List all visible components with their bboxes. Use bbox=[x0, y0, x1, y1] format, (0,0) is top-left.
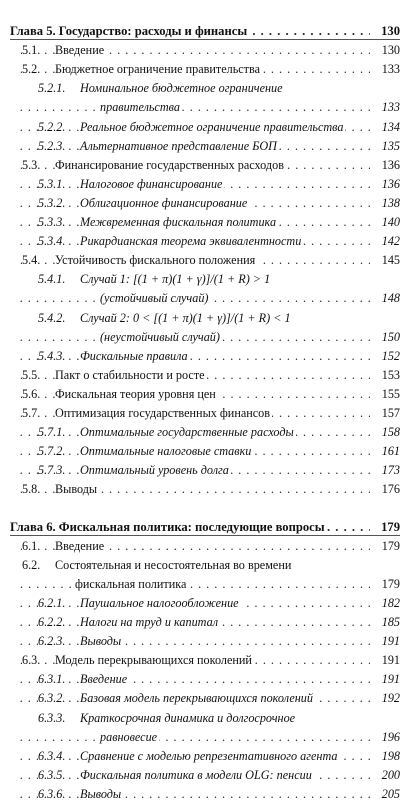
page-number: 179 bbox=[370, 518, 400, 537]
section-number: 6.3.1. bbox=[38, 670, 67, 689]
section-title: Рикардианская теорема эквивалентности bbox=[80, 232, 303, 251]
toc-subsection-entry[interactable] bbox=[0, 670, 412, 689]
section-title: Введение bbox=[55, 537, 106, 556]
toc-section-entry[interactable] bbox=[0, 404, 412, 423]
section-number: 5.6. bbox=[22, 385, 42, 404]
section-number: 5.2. bbox=[22, 60, 42, 79]
toc-subsection-entry[interactable] bbox=[0, 709, 412, 728]
section-number: 5.2.1. bbox=[38, 79, 67, 98]
section-title-continuation: (неустойчивый случай) bbox=[100, 328, 222, 347]
page-number: 191 bbox=[370, 651, 400, 670]
section-title: Реальное бюджетное ограничение правительства bbox=[80, 118, 345, 137]
section-title: Фискальная политика в модели OLG: пенсии bbox=[80, 766, 314, 785]
section-title: Облигационное финансирование bbox=[80, 194, 249, 213]
chapter-divider bbox=[10, 39, 400, 40]
toc-subsection-entry[interactable] bbox=[0, 689, 412, 708]
section-number: 6.2.1. bbox=[38, 594, 67, 613]
page-number: 138 bbox=[370, 194, 400, 213]
section-title: Выводы bbox=[55, 480, 99, 499]
section-number: 5.4.2. bbox=[38, 309, 67, 328]
section-title: Паушальное налогообложение bbox=[80, 594, 241, 613]
section-title: Налоги на труд и капитал bbox=[80, 613, 220, 632]
section-title: Состоятельная и несостоятельная во времени bbox=[55, 556, 293, 575]
section-number: 5.4.3. bbox=[38, 347, 67, 366]
section-title: Случай 1: [(1 + π)(1 + γ)]/(1 + R) > 1 bbox=[80, 270, 272, 289]
dot-leader bbox=[20, 98, 372, 117]
page-number: 182 bbox=[370, 594, 400, 613]
toc-subsection-entry[interactable] bbox=[0, 137, 412, 156]
section-number: 5.7.1. bbox=[38, 423, 67, 442]
section-title: Сравнение с моделью репрезентативного агента bbox=[80, 747, 340, 766]
dot-leader bbox=[20, 347, 372, 366]
toc-section-entry[interactable] bbox=[0, 651, 412, 670]
page-number: 191 bbox=[370, 632, 400, 651]
section-number: 5.3.1. bbox=[38, 175, 67, 194]
toc-entry-continuation[interactable] bbox=[0, 328, 412, 347]
page-number: 176 bbox=[370, 480, 400, 499]
toc-section-entry[interactable] bbox=[0, 385, 412, 404]
section-number: 5.7. bbox=[22, 404, 42, 423]
page-number: 150 bbox=[370, 328, 400, 347]
section-number: 6.2.3. bbox=[38, 632, 67, 651]
toc-subsection-entry[interactable] bbox=[0, 175, 412, 194]
section-title: Фискальные правила bbox=[80, 347, 190, 366]
section-title: Оптимальные государственные расходы bbox=[80, 423, 296, 442]
section-title-continuation: правительства bbox=[100, 98, 182, 117]
section-title: Выводы bbox=[80, 632, 123, 651]
section-title: Оптимизация государственных финансов bbox=[55, 404, 272, 423]
toc-section-entry[interactable] bbox=[0, 251, 412, 270]
toc-subsection-entry[interactable] bbox=[0, 632, 412, 651]
toc-section-entry[interactable] bbox=[0, 556, 412, 575]
dot-leader bbox=[20, 632, 372, 651]
dot-leader bbox=[20, 670, 372, 689]
section-number: 6.3.4. bbox=[38, 747, 67, 766]
section-number: 6.3. bbox=[22, 651, 42, 670]
page-number: 136 bbox=[370, 175, 400, 194]
page-number: 130 bbox=[370, 22, 400, 41]
toc-section-entry[interactable] bbox=[0, 60, 412, 79]
section-title: Пакт о стабильности и росте bbox=[55, 366, 207, 385]
page-number: 133 bbox=[370, 60, 400, 79]
section-number: 5.4. bbox=[22, 251, 42, 270]
chapter-title: Глава 5. Государство: расходы и финансы bbox=[10, 22, 249, 41]
page-number: 198 bbox=[370, 747, 400, 766]
section-number: 6.3.2. bbox=[38, 689, 67, 708]
section-number: 5.3. bbox=[22, 156, 42, 175]
toc-entry-continuation[interactable] bbox=[0, 575, 412, 594]
page-number: 130 bbox=[370, 41, 400, 60]
toc-subsection-entry[interactable] bbox=[0, 785, 412, 804]
section-title: Оптимальный уровень долга bbox=[80, 461, 231, 480]
page-number: 191 bbox=[370, 670, 400, 689]
section-title-continuation: (устойчивый случай) bbox=[100, 289, 211, 308]
section-number: 5.7.2. bbox=[38, 442, 67, 461]
toc-subsection-entry[interactable] bbox=[0, 423, 412, 442]
section-title-continuation: равновесие bbox=[100, 728, 159, 747]
section-title-continuation: фискальная политика bbox=[75, 575, 188, 594]
page-number: 192 bbox=[370, 689, 400, 708]
toc-subsection-entry[interactable] bbox=[0, 79, 412, 98]
toc-subsection-entry[interactable] bbox=[0, 594, 412, 613]
page-number: 140 bbox=[370, 213, 400, 232]
page-number: 158 bbox=[370, 423, 400, 442]
section-title: Введение bbox=[55, 41, 106, 60]
section-number: 5.1. bbox=[22, 41, 42, 60]
page-number: 155 bbox=[370, 385, 400, 404]
section-title: Случай 2: 0 < [(1 + π)(1 + γ)]/(1 + R) < 1 bbox=[80, 309, 293, 328]
page-number: 200 bbox=[370, 766, 400, 785]
page-number: 173 bbox=[370, 461, 400, 480]
section-title: Альтернативное представление БОП bbox=[80, 137, 279, 156]
section-title: Базовая модель перекрывающихся поколений bbox=[80, 689, 315, 708]
toc-subsection-entry[interactable] bbox=[0, 232, 412, 251]
toc-subsection-entry[interactable] bbox=[0, 309, 412, 328]
section-title: Устойчивость фискального положения bbox=[55, 251, 257, 270]
page-number: 196 bbox=[370, 728, 400, 747]
section-number: 5.5. bbox=[22, 366, 42, 385]
section-number: 5.8. bbox=[22, 480, 42, 499]
section-number: 5.2.2. bbox=[38, 118, 67, 137]
page-number: 135 bbox=[370, 137, 400, 156]
section-title: Номинальное бюджетное ограничение bbox=[80, 79, 285, 98]
page-number: 185 bbox=[370, 613, 400, 632]
toc-subsection-entry[interactable] bbox=[0, 442, 412, 461]
section-number: 6.3.6. bbox=[38, 785, 67, 804]
toc-subsection-entry[interactable] bbox=[0, 747, 412, 766]
toc-section-entry[interactable] bbox=[0, 41, 412, 60]
section-title: Фискальная теория уровня цен bbox=[55, 385, 218, 404]
toc-subsection-entry[interactable] bbox=[0, 613, 412, 632]
toc-section-entry[interactable] bbox=[0, 537, 412, 556]
page-number: 142 bbox=[370, 232, 400, 251]
toc-entry-continuation[interactable] bbox=[0, 289, 412, 308]
section-title: Бюджетное ограничение правительства bbox=[55, 60, 262, 79]
section-number: 6.2.2. bbox=[38, 613, 67, 632]
chapter-title: Глава 6. Фискальная политика: последующие вопросы bbox=[10, 518, 327, 537]
toc-section-entry[interactable] bbox=[0, 156, 412, 175]
section-title: Налоговое финансирование bbox=[80, 175, 224, 194]
section-number: 6.3.5. bbox=[38, 766, 67, 785]
section-number: 6.1. bbox=[22, 537, 42, 556]
toc-subsection-entry[interactable] bbox=[0, 347, 412, 366]
section-number: 5.4.1. bbox=[38, 270, 67, 289]
section-title: Краткосрочная динамика и долгосрочное bbox=[80, 709, 297, 728]
toc-section-entry[interactable] bbox=[0, 366, 412, 385]
page-number: 179 bbox=[370, 575, 400, 594]
toc-subsection-entry[interactable] bbox=[0, 461, 412, 480]
page-number: 152 bbox=[370, 347, 400, 366]
section-number: 5.3.3. bbox=[38, 213, 67, 232]
section-number: 5.3.4. bbox=[38, 232, 67, 251]
page-number: 205 bbox=[370, 785, 400, 804]
dot-leader bbox=[20, 575, 372, 594]
toc-subsection-entry[interactable] bbox=[0, 213, 412, 232]
page-number: 145 bbox=[370, 251, 400, 270]
section-title: Модель перекрывающихся поколений bbox=[55, 651, 254, 670]
page-number: 148 bbox=[370, 289, 400, 308]
toc-subsection-entry[interactable] bbox=[0, 766, 412, 785]
chapter-divider bbox=[10, 535, 400, 536]
dot-leader bbox=[20, 785, 372, 804]
page-number: 133 bbox=[370, 98, 400, 117]
section-number: 5.7.3. bbox=[38, 461, 67, 480]
section-title: Выводы bbox=[80, 785, 123, 804]
section-title: Введение bbox=[80, 670, 129, 689]
dot-leader bbox=[20, 728, 372, 747]
section-number: 6.2. bbox=[22, 556, 42, 575]
page-number: 134 bbox=[370, 118, 400, 137]
page-number: 157 bbox=[370, 404, 400, 423]
page-number: 153 bbox=[370, 366, 400, 385]
section-title: Оптимальные налоговые ставки bbox=[80, 442, 253, 461]
section-title: Финансирование государственных расходов bbox=[55, 156, 286, 175]
section-number: 6.3.3. bbox=[38, 709, 67, 728]
section-number: 5.2.3. bbox=[38, 137, 67, 156]
section-number: 5.3.2. bbox=[38, 194, 67, 213]
page-number: 179 bbox=[370, 537, 400, 556]
toc-subsection-entry[interactable] bbox=[0, 194, 412, 213]
toc-entry-continuation[interactable] bbox=[0, 98, 412, 117]
toc-subsection-entry[interactable] bbox=[0, 270, 412, 289]
section-title: Межвременная фискальная политика bbox=[80, 213, 278, 232]
page-number: 161 bbox=[370, 442, 400, 461]
toc-entry-continuation[interactable] bbox=[0, 728, 412, 747]
toc-subsection-entry[interactable] bbox=[0, 118, 412, 137]
page-number: 136 bbox=[370, 156, 400, 175]
toc-section-entry[interactable] bbox=[0, 480, 412, 499]
